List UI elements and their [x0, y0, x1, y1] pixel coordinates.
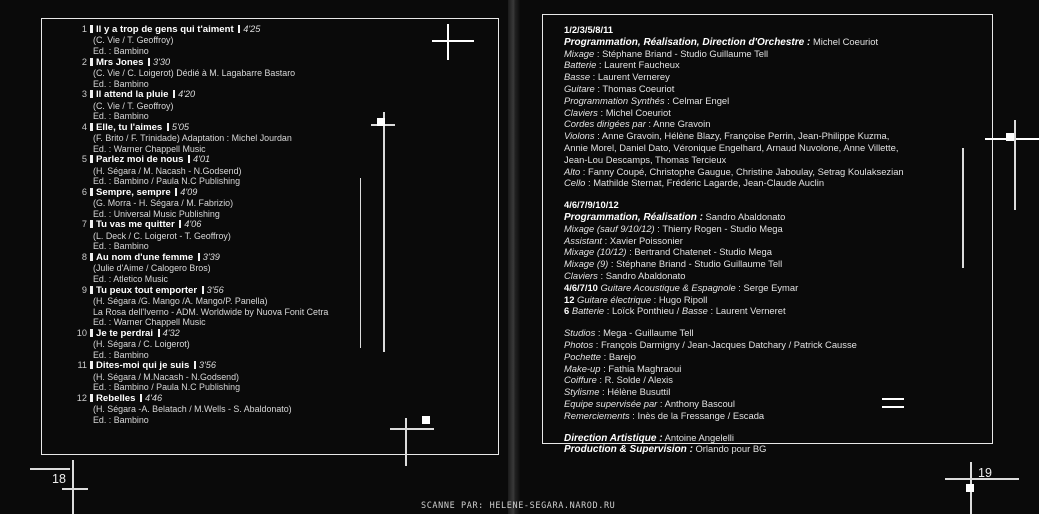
track-credit-line: La Rosa dell'Iverno - ADM. Worldwide by Nuova Fonit Cetra — [93, 306, 329, 317]
track-credit-line: (H. Ségara / C. Loigerot) — [93, 339, 190, 350]
deco-cross-h — [432, 40, 474, 42]
track-duration: 3'56 — [198, 360, 216, 371]
credit-line: Make-up : Fathia Maghraoui — [564, 362, 682, 374]
credit-value: Orlando pour BG — [695, 443, 767, 455]
track-marker — [90, 123, 93, 131]
track-header — [76, 252, 406, 263]
track-number: 8 — [81, 252, 87, 263]
deco-r-square-1 — [1006, 133, 1014, 141]
credit-value: Anne Gravoin — [653, 118, 711, 130]
duration-marker — [148, 58, 150, 66]
track-title: Tu peux tout emporter — [96, 284, 198, 296]
track-duration: 4'06 — [184, 219, 202, 230]
credit-line: 4/6/7/10 Guitare Acoustique & Espagnole : Serge Eymar — [564, 281, 799, 293]
credit-role: Mixage (sauf 9/10/12) — [564, 222, 655, 234]
credit-line: Claviers : Michel Coeuriot — [564, 106, 671, 118]
credit-value: Mega - Guillaume Tell — [603, 327, 694, 339]
track-header — [76, 219, 406, 230]
track-marker — [90, 155, 93, 163]
track-marker — [90, 220, 93, 228]
track-number: 12 — [76, 392, 87, 403]
credit-role: Guitare — [564, 82, 595, 94]
track-header — [76, 187, 406, 198]
credit-value: Stéphane Briand - Studio Guillaume Tell — [602, 47, 769, 59]
track-item — [76, 122, 406, 155]
scan-credit: SCANNE PAR: HELENE-SEGARA.NAROD.RU — [421, 501, 616, 511]
credit-value: Antoine Angelelli — [664, 431, 734, 443]
track-credit-line: Ed. : Bambino — [93, 45, 149, 56]
track-duration: 4'46 — [145, 392, 163, 403]
track-number: 11 — [77, 360, 87, 371]
track-number: 6 — [81, 186, 87, 197]
track-credit-line: (H. Ségara /G. Mango /A. Mango/P. Panella) — [93, 296, 268, 307]
credit-role: Mixage (9) — [564, 258, 609, 270]
block1-tracks: 1/2/3/5/8/11 — [564, 24, 614, 35]
credit-value: R. Solde / Alexis — [604, 374, 673, 386]
track-title: Mrs Jones — [96, 56, 144, 68]
track-duration: 4'20 — [178, 89, 196, 100]
deco-line-v4 — [72, 460, 74, 514]
credit-line: Batterie : Laurent Faucheux — [564, 59, 680, 71]
credit-role: Programmation Synthés — [564, 94, 665, 106]
track-title: Il y a trop de gens qui t'aiment — [96, 24, 234, 35]
credit-value: Fanny Coupé, Christophe Gaugue, Christine Jaboulay, Setrag Koulaksezian — [587, 165, 904, 177]
track-item — [76, 89, 406, 122]
credit-value: Anthony Bascoul — [664, 397, 735, 409]
track-duration: 3'56 — [206, 284, 224, 295]
track-duration: 4'01 — [193, 154, 211, 165]
track-credit-line: Ed. : Bambino — [93, 111, 149, 122]
duration-marker — [202, 286, 204, 294]
track-marker — [90, 361, 93, 369]
track-item — [76, 252, 406, 285]
duration-marker — [188, 155, 190, 163]
deco-cross-v — [447, 24, 449, 60]
credit-line: Assistant : Xavier Poissonier — [564, 234, 683, 246]
track-credit-line: Ed. : Bambino — [93, 241, 149, 252]
track-item — [76, 393, 406, 426]
duration-marker — [175, 188, 177, 196]
credit-role: Remerciements — [564, 409, 630, 421]
credit-role: Make-up — [564, 362, 601, 374]
track-header — [76, 285, 406, 296]
right-page — [520, 0, 1039, 514]
track-credit-line: Ed. : Bambino — [93, 78, 149, 89]
credit-value: Stéphane Briand - Studio Guillaume Tell — [616, 258, 783, 270]
credit-value: Mathilde Sternat, Frédéric Lagarde, Jean-Claude Auclin — [593, 177, 825, 189]
credit-line: Pochette : Barejo — [564, 350, 636, 362]
track-number: 7 — [81, 219, 87, 230]
credit-value: Fathia Maghraoui — [608, 362, 682, 374]
page-number-left: 18 — [52, 472, 66, 486]
credit-line: Basse : Laurent Vernerey — [564, 71, 670, 83]
credit-line: Cello : Mathilde Sternat, Frédéric Lagarde, Jean-Claude Auclin — [564, 177, 825, 189]
duration-marker — [158, 329, 160, 337]
credit-value: Serge Eymar — [743, 281, 799, 293]
track-title: Il attend la pluie — [96, 89, 169, 101]
credit-line: Mixage : Stéphane Briand - Studio Guillaume Tell — [564, 47, 769, 59]
track-header — [76, 360, 406, 371]
track-title: Tu vas me quitter — [96, 219, 175, 231]
track-item — [76, 24, 406, 57]
track-title: Au nom d'une femme — [96, 252, 194, 264]
credit-role: Photos — [564, 338, 594, 350]
credit-line: Remerciements : Inès de la Fressange / Escada — [564, 409, 765, 421]
track-title: Parlez moi de nous — [96, 154, 184, 166]
track-duration: 4'25 — [243, 24, 261, 34]
track-duration: 3'39 — [202, 252, 220, 263]
track-credit-line: Ed. : Bambino — [93, 414, 149, 425]
track-credit-line: (G. Morra - H. Ségara / M. Fabrizio) — [93, 198, 234, 209]
track-item — [76, 219, 406, 252]
track-credit-line: (H. Ségara / M.Nacash - N.Godsend) — [93, 371, 239, 382]
track-credit-line: (L. Deck / C. Loigerot - T. Geoffroy) — [93, 230, 231, 241]
credit-value: Michel Coeuriot — [605, 106, 671, 118]
credit-line — [564, 443, 984, 455]
track-title: Rebelles — [96, 392, 136, 404]
tracklist — [76, 24, 406, 426]
deco-square-2 — [422, 416, 430, 424]
track-credit-line: Ed. : Bambino / Paula N.C Publishing — [93, 176, 241, 187]
credit-line: Violons : Anne Gravoin, Hélène Blazy, Françoise Perrin, Jean-Philippe Kuzma, — [564, 130, 890, 142]
credit-label: Production & Supervision : — [564, 444, 693, 456]
track-title: Je te perdrai — [96, 327, 154, 339]
track-item — [76, 328, 406, 361]
credit-role: Equipe supervisée par — [564, 397, 658, 409]
block2-prog: Programmation, Réalisation : Sandro Abaldonato — [564, 210, 786, 223]
credit-line: Guitare : Thomas Coeuriot — [564, 82, 675, 94]
track-header — [76, 393, 406, 404]
track-marker — [90, 58, 93, 66]
credit-role: Batterie — [564, 59, 597, 71]
track-marker — [90, 253, 93, 261]
book-spine — [508, 0, 520, 514]
block2-tracks: 4/6/7/9/10/12 — [564, 199, 619, 211]
page-number-right: 19 — [978, 466, 992, 480]
credit-line: Programmation Synthés : Celmar Engel — [564, 94, 730, 106]
credit-tracks: 12 — [564, 293, 575, 305]
deco-r-square-2 — [966, 484, 974, 492]
credit-value: Thierry Rogen - Studio Mega — [662, 222, 783, 234]
track-title: Sempre, sempre — [96, 186, 171, 198]
credit-tracks: 4/6/7/10 — [564, 281, 598, 293]
track-title: Dites-moi qui je suis — [96, 360, 190, 372]
credit-value: Sandro Abaldonato — [605, 269, 686, 281]
credit-value: Hélène Busuttil — [607, 386, 671, 398]
credit-line: Coiffure : R. Solde / Alexis — [564, 374, 673, 386]
track-item — [76, 154, 406, 187]
credit-value: Celmar Engel — [672, 94, 730, 106]
track-credit-line: Ed. : Warner Chappell Music — [93, 143, 206, 154]
credit-value: Inès de la Fressange / Escada — [637, 409, 765, 421]
credit-line: Photos : François Darmigny / Jean-Jacques Datchary / Patrick Causse — [564, 338, 857, 350]
deco-line-h3 — [390, 428, 434, 430]
track-item — [76, 285, 406, 328]
track-marker — [90, 90, 93, 98]
block1-prog: Programmation, Réalisation, Direction d'Orchestre : Michel Coeuriot — [564, 35, 879, 48]
track-header — [76, 122, 406, 133]
credit-role: Claviers — [564, 106, 598, 118]
track-header — [76, 328, 406, 339]
track-credit-line: Ed. : Atletico Music — [93, 274, 168, 285]
credit-line-cont: Annie Morel, Daniel Dato, Véronique Engelhard, Arnaud Nuvolone, Anne Villette, — [564, 141, 899, 153]
deco-line-h4 — [30, 468, 70, 470]
track-header — [76, 154, 406, 165]
track-credit-line: (Julie d'Aime / Calogero Bros) — [93, 263, 211, 274]
block2-last: 6 Batterie : Loïck Ponthieu / Basse : Laurent Verneret — [564, 305, 786, 317]
track-credit-line: (C. Vie / T. Geoffroy) — [93, 35, 174, 46]
credit-value: Anne Gravoin, Hélène Blazy, Françoise Perrin, Jean-Philippe Kuzma, — [601, 130, 890, 142]
credit-line: Mixage (9) : Stéphane Briand - Studio Guillaume Tell — [564, 258, 783, 270]
left-page — [0, 0, 508, 514]
track-credit-line: Ed. : Bambino — [93, 349, 149, 360]
track-header — [76, 24, 406, 35]
credit-line-cont: Jean-Lou Descamps, Thomas Tercieux — [564, 153, 727, 165]
track-title: Elle, tu l'aimes — [96, 121, 163, 133]
track-number: 2 — [81, 56, 87, 67]
credits — [564, 24, 984, 455]
credit-line: Equipe supervisée par : Anthony Bascoul — [564, 397, 735, 409]
credit-value: Laurent Vernerey — [597, 71, 670, 83]
credit-value: Bertrand Chatenet - Studio Mega — [634, 246, 772, 258]
deco-r-v1 — [1014, 120, 1016, 210]
track-item — [76, 360, 406, 393]
track-number: 4 — [81, 121, 87, 132]
track-duration: 4'09 — [180, 186, 198, 197]
deco-line-h5 — [62, 488, 88, 490]
credit-line: Claviers : Sandro Abaldonato — [564, 269, 686, 281]
track-duration: 4'32 — [162, 327, 180, 338]
track-header — [76, 89, 406, 100]
credit-role: Mixage (10/12) — [564, 246, 627, 258]
credit-role: Stylisme — [564, 386, 600, 398]
credit-role: Violons — [564, 130, 595, 142]
duration-marker — [173, 90, 175, 98]
credit-value: Laurent Faucheux — [604, 59, 680, 71]
track-number: 3 — [81, 89, 87, 100]
track-credit-line: (C. Vie / C. Loigerot) Dédié à M. Lagabarre Bastaro — [93, 67, 296, 78]
duration-marker — [179, 220, 181, 228]
credit-line: Mixage (10/12) : Bertrand Chatenet - Studio Mega — [564, 246, 772, 258]
track-number: 10 — [76, 327, 87, 338]
track-number: 9 — [81, 284, 87, 295]
credit-role: Basse — [564, 71, 591, 83]
credit-role: Alto — [564, 165, 581, 177]
track-credit-line: Ed. : Warner Chappell Music — [93, 317, 206, 328]
credit-role: Guitare électrique — [577, 293, 652, 305]
track-marker — [90, 188, 93, 196]
track-number: 1 — [81, 24, 87, 34]
credit-line: 12 Guitare électrique : Hugo Ripoll — [564, 293, 708, 305]
credit-line: Cordes dirigées par : Anne Gravoin — [564, 118, 711, 130]
track-number: 5 — [81, 154, 87, 165]
track-header — [76, 57, 406, 68]
credit-value: Thomas Coeuriot — [602, 82, 675, 94]
track-credit-line: (F. Brito / F. Trinidade) Adaptation : Michel Jourdan — [93, 133, 292, 144]
credit-role: Assistant — [564, 234, 603, 246]
track-item — [76, 57, 406, 90]
credit-role: Studios — [564, 327, 596, 339]
track-item — [76, 187, 406, 220]
credit-value: François Darmigny / Jean-Jacques Datchary / Patrick Causse — [601, 338, 857, 350]
credit-label: Direction Artistique : — [564, 432, 663, 444]
credit-role: Pochette — [564, 350, 602, 362]
track-credit-line: (H. Ségara / M. Nacash - N.Godsend) — [93, 165, 242, 176]
credit-role: Mixage — [564, 47, 595, 59]
duration-marker — [198, 253, 200, 261]
credit-line: Studios : Mega - Guillaume Tell — [564, 327, 694, 339]
credit-role: Guitare Acoustique & Espagnole — [600, 281, 736, 293]
credit-line: Mixage (sauf 9/10/12) : Thierry Rogen - Studio Mega — [564, 222, 783, 234]
track-marker — [90, 286, 93, 294]
duration-marker — [238, 25, 240, 33]
track-duration: 3'30 — [153, 56, 171, 67]
credit-role: Claviers — [564, 269, 598, 281]
duration-marker — [194, 361, 196, 369]
credit-value: Hugo Ripoll — [658, 293, 708, 305]
credit-line: Stylisme : Hélène Busuttil — [564, 386, 671, 398]
track-marker — [90, 394, 93, 402]
duration-marker — [140, 394, 142, 402]
track-credit-line: Ed. : Universal Music Publishing — [93, 208, 220, 219]
credit-line — [564, 432, 984, 444]
credit-value: Xavier Poissonier — [609, 234, 683, 246]
duration-marker — [167, 123, 169, 131]
track-marker — [90, 25, 93, 33]
credit-role: Cello — [564, 177, 586, 189]
credit-role: Coiffure — [564, 374, 597, 386]
credit-role: Cordes dirigées par — [564, 118, 646, 130]
credit-line: Alto : Fanny Coupé, Christophe Gaugue, Christine Jaboulay, Setrag Koulaksezian — [564, 165, 904, 177]
track-credit-line: Ed. : Bambino / Paula N.C Publishing — [93, 382, 241, 393]
credit-value: Barejo — [608, 350, 636, 362]
track-marker — [90, 329, 93, 337]
track-duration: 5'05 — [171, 121, 189, 132]
track-credit-line: (C. Vie / T. Geoffroy) — [93, 100, 174, 111]
track-credit-line: (H. Ségara -A. Belatach / M.Wells - S. Abaldonato) — [93, 404, 292, 415]
